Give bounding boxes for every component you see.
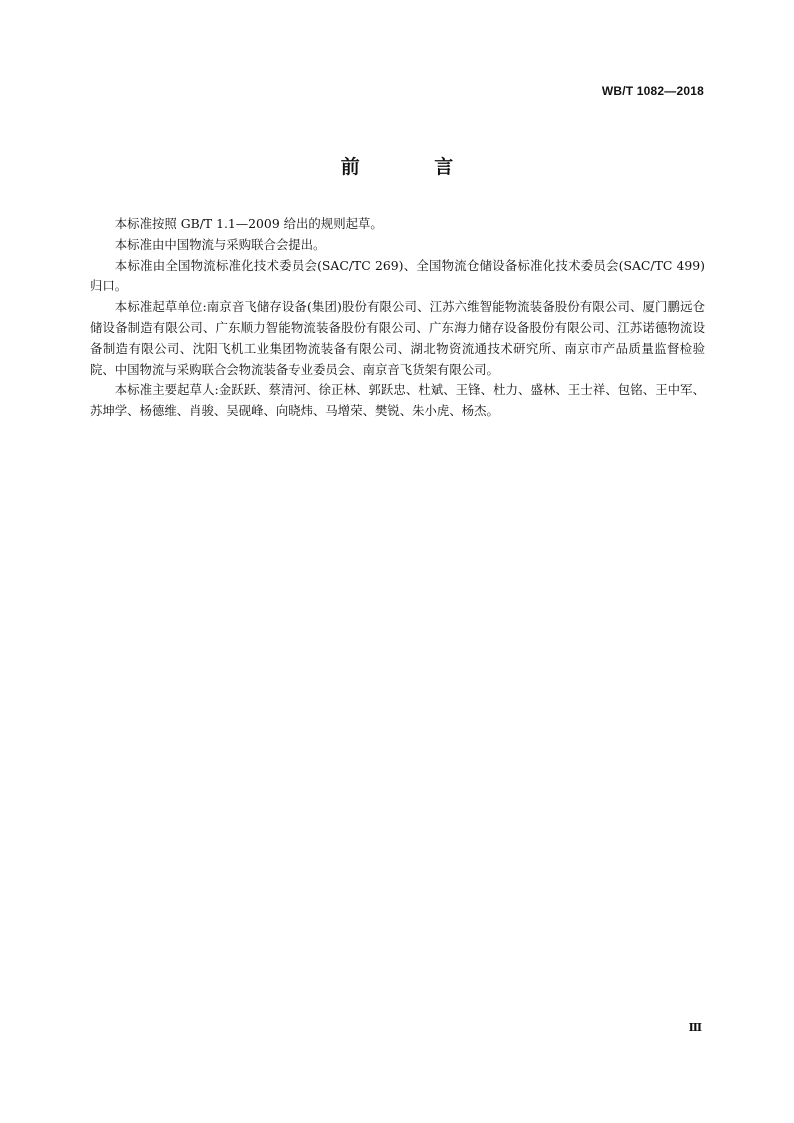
paragraph-drafting-units: 本标准起草单位:南京音飞储存设备(集团)股份有限公司、江苏六维智能物流装备股份有限公司、厦门鹏远仓储设备制造有限公司、广东顺力智能物流装备股份有限公司、广东海力储存设备股份有限公司、江苏诺德物流设备制造有限公司、沈阳飞机工业集团物流装备有限公司、湖北物资流通技术研究所、南京市产品质量监督检验院、中国物流与采购联合会物流装备专业委员会、南京音飞货架有限公司。 xyxy=(90,299,705,377)
paragraph-drafting-rules: 本标准按照 GB/T 1.1—2009 给出的规则起草。 xyxy=(114,216,383,231)
foreword-body xyxy=(90,214,705,422)
page-number: Ⅲ xyxy=(688,1022,702,1034)
paragraph-committee: 本标准由全国物流标准化技术委员会(SAC/TC 269)、全国物流仓储设备标准化技术委员会(SAC/TC 499)归口。 xyxy=(90,257,705,294)
page-title: 前 言 xyxy=(340,156,488,178)
standard-code: WB/T 1082—2018 xyxy=(601,84,704,98)
paragraph-proposer: 本标准由中国物流与采购联合会提出。 xyxy=(114,236,326,252)
paragraph-drafters: 本标准主要起草人:金跃跃、蔡清河、徐正林、郭跃忠、杜斌、王锋、杜力、盛林、王士祥、包铭、王中军、苏坤学、杨德维、肖骏、吴砚峰、向晓炜、马增荣、樊锐、朱小虎、杨杰。 xyxy=(90,382,705,419)
